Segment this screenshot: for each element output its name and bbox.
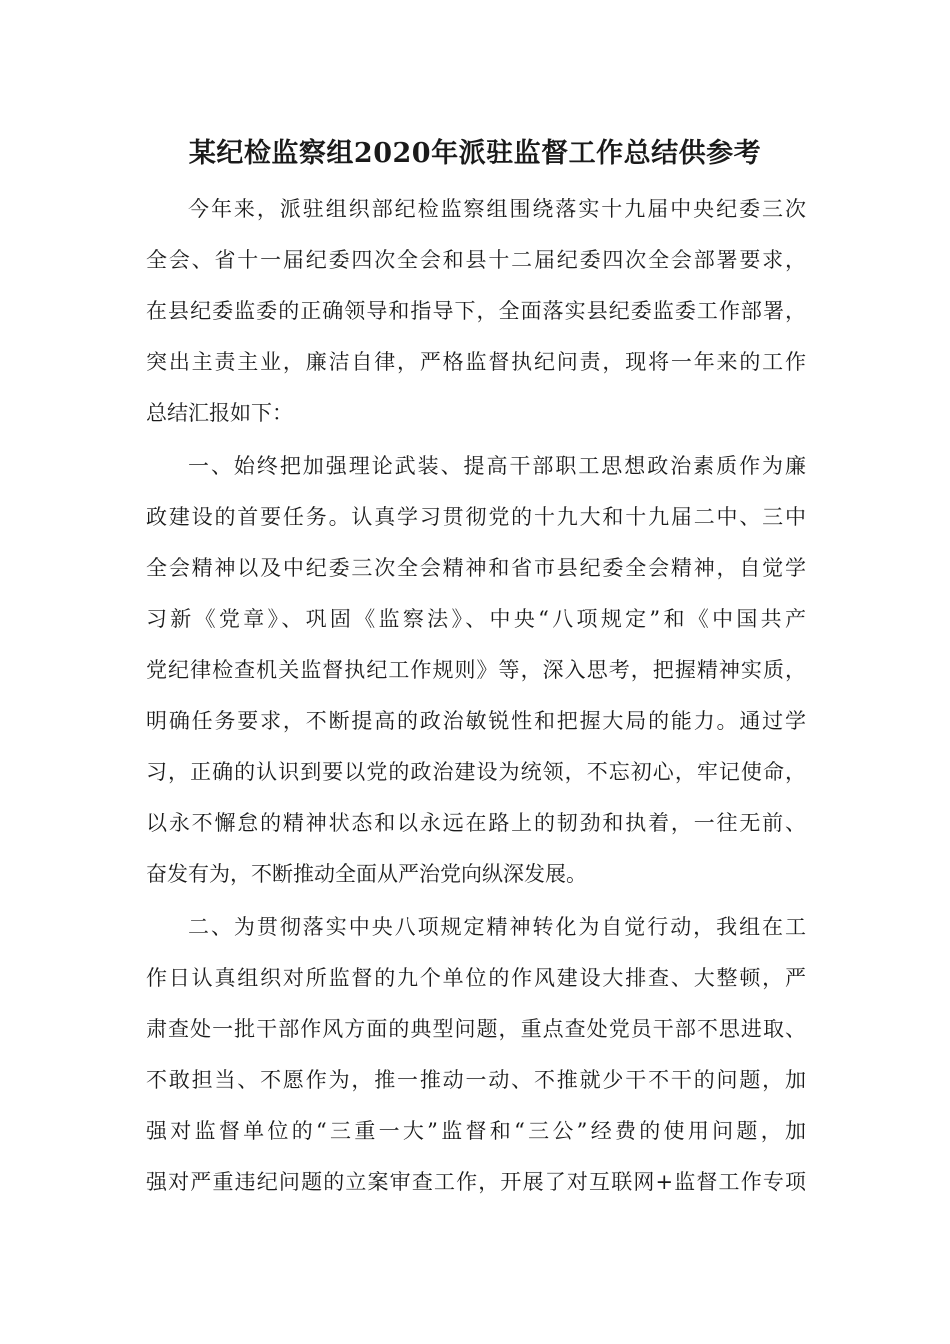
paragraph-section-one <box>146 441 806 900</box>
text-line: 党纪律检查机关监督执纪工作规则》等，深入思考，把握精神实质， <box>146 658 806 682</box>
text-line: 习新《党章》、巩固《监察法》、中央“八项规定”和《中国共产 <box>146 607 806 631</box>
text-line: 强对严重违纪问题的立案审查工作，开展了对互联网+监督工作专项 <box>146 1170 806 1194</box>
text-line: 强对监督单位的“三重一大”监督和“三公”经费的使用问题，加 <box>146 1119 806 1143</box>
text-line: 明确任务要求，不断提高的政治敏锐性和把握大局的能力。通过学 <box>146 709 806 733</box>
text-line: 作日认真组织对所监督的九个单位的作风建设大排查、大整顿，严 <box>146 966 806 990</box>
text-line: 习，正确的认识到要以党的政治建设为统领，不忘初心，牢记使命， <box>146 760 806 784</box>
text-line: 奋发有为，不断推动全面从严治党向纵深发展。 <box>146 862 587 886</box>
text-line: 总结汇报如下： <box>146 401 293 425</box>
text-line: 肃查处一批干部作风方面的典型问题，重点查处党员干部不思进取、 <box>146 1017 806 1041</box>
text-line: 二、为贯彻落实中央八项规定精神转化为自觉行动，我组在工 <box>188 915 806 939</box>
text-line: 以永不懈怠的精神状态和以永远在路上的韧劲和执着，一往无前、 <box>146 811 806 835</box>
text-line: 突出主责主业，廉洁自律，严格监督执纪问责，现将一年来的工作 <box>146 350 806 374</box>
text-line: 全会、省十一届纪委四次全会和县十二届纪委四次全会部署要求， <box>146 248 806 272</box>
paragraph-intro <box>146 184 806 439</box>
text-line: 全会精神以及中纪委三次全会精神和省市县纪委全会精神，自觉学 <box>146 556 806 580</box>
text-line: 在县纪委监委的正确领导和指导下，全面落实县纪委监委工作部署， <box>146 299 806 323</box>
text-line: 一、始终把加强理论武装、提高干部职工思想政治素质作为廉 <box>188 454 806 478</box>
text-line: 政建设的首要任务。认真学习贯彻党的十九大和十九届二中、三中 <box>146 505 806 529</box>
text-line: 今年来，派驻组织部纪检监察组围绕落实十九届中央纪委三次 <box>188 197 806 221</box>
paragraph-section-two <box>146 902 806 1208</box>
document-title: 某纪检监察组2020年派驻监督工作总结供参考 <box>188 138 762 169</box>
document-body <box>146 184 806 1208</box>
text-line: 不敢担当、不愿作为，推一推动一动、不推就少干不干的问题，加 <box>146 1068 806 1092</box>
